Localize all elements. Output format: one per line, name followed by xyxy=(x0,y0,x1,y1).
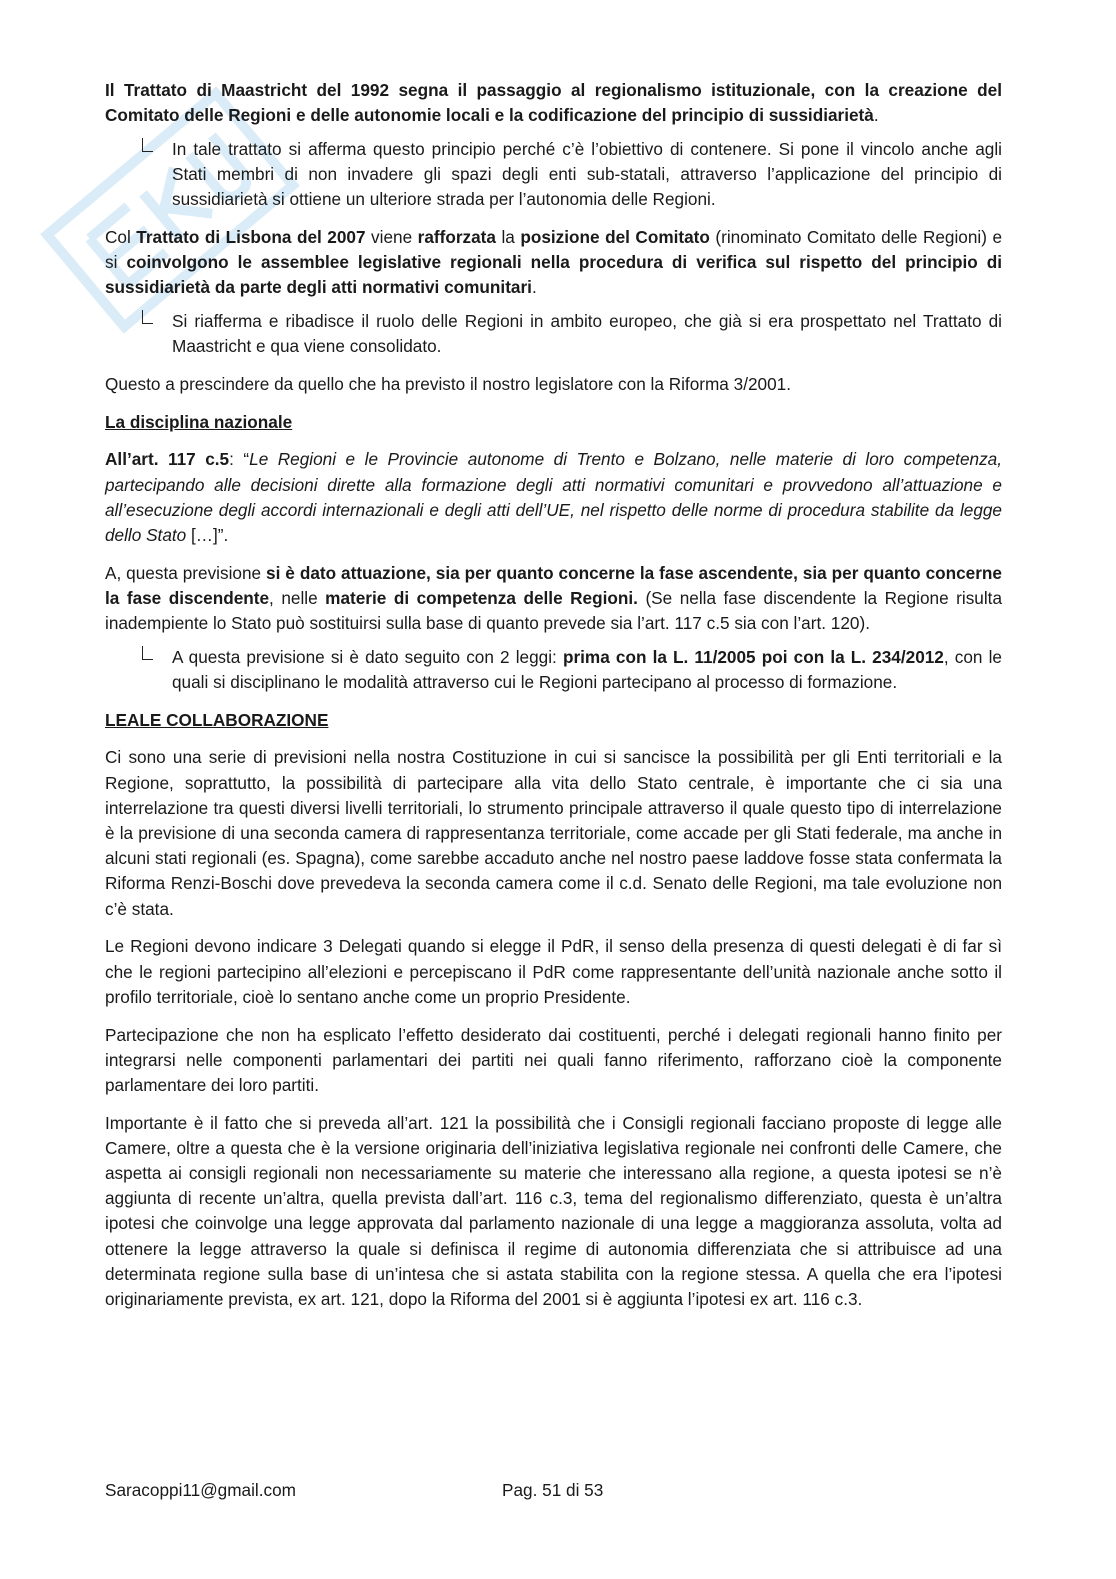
paragraph-previsioni: Ci sono una serie di previsioni nella nostra Costituzione in cui si sancisce la possibilità per gli Enti territoriali e la Regione, soprattutto, la possibilità di partecipare alla vita dello Stato centrale, è importante che ci sia una interrelazione tra questi diversi livelli territoriali, lo strumento principale attraverso il quale questo tipo di interrelazione è la previsione di una seconda camera di rappresentanza territoriale, come accade per gli Stati federale, ma anche in alcuni stati regionali (es. Spagna), come sarebbe accaduto anche nel nostro paese laddove fosse stata confermata la Riforma Renzi-Boschi dove prevedeva la seconda camera come il c.d. Senato delle Regioni, ma tale evoluzione non c’è stata. xyxy=(105,747,1002,919)
heading-leale-collaborazione: LEALE COLLABORAZIONE xyxy=(105,709,329,730)
bold-text: coinvolgono le assemblee legislative regionali nella procedura di verifica sul rispetto del principio di sussidiarietà da parte degli atti normativi comunitari xyxy=(105,252,1003,298)
text-span: . xyxy=(873,105,879,126)
heading-disciplina-nazionale: La disciplina nazionale xyxy=(105,411,293,432)
paragraph-delegati: Le Regioni devono indicare 3 Delegati quando si elegge il PdR, il senso della presenza di questi delegati è di far sì che le regioni partecipino all’elezioni e percepiscano il PdR come rappresentante dell’unità nazionale anche sotto il profilo territoriale, cioè lo sentano anche come un proprio Presidente. xyxy=(105,936,1002,1007)
paragraph-partecipazione: Partecipazione che non ha esplicato l’effetto desiderato dai costituenti, perché i delegati regionali hanno finito per integrarsi nelle componenti parlamentari dei partiti nei quali fanno riferimento, rafforzano cioè la componente parlamentare dei loro partiti. xyxy=(105,1024,1002,1095)
bold-text: rafforzata xyxy=(417,227,496,248)
bold-text: prima con la L. 11/2005 poi con la L. 234/2012 xyxy=(562,646,944,667)
bold-text: Trattato di Lisbona del 2007 xyxy=(136,227,366,248)
paragraph-art-121: Importante è il fatto che si preveda all’art. 121 la possibilità che i Consigli regionali facciano proposte di legge alle Camere, oltre a questa che è la versione originaria dell’iniziativa legislativa regionale nei confronti delle Camere, che aspetta ai consigli regionali non necessariamente su materie che interessano alla regione, a questa ipotesi se n’è aggiunta di recente un’altra, quella prevista dall’art. 116 c.3, tema del regionalismo differenziato, questa è un’altra ipotesi che coinvolge una legge approvata dal parlamento nazionale di una legge a maggioranza assoluta, volta ad ottenere la legge attraverso la quale si definisca il regime di autonomia differenziata che si attribuisce ad una determinata regione sulla base di un’intesa che si astata stabilita con la regione stessa. A quella che era l’ipotesi originariamente prevista, ex art. 121, dopo la Riforma del 2001 si è aggiunta l’ipotesi ex art. 116 c.3. xyxy=(105,1112,1002,1310)
bullet-leggi xyxy=(105,645,1002,695)
corner-bullet-icon xyxy=(142,310,153,324)
corner-bullet-icon xyxy=(142,646,153,660)
bold-text: posizione del Comitato xyxy=(520,227,710,248)
bullet-text: Si riafferma e ribadisce il ruolo delle Regioni in ambito europeo, che già si era prospettato nel Trattato di Maastricht e qua viene consolidato. xyxy=(172,311,1002,357)
footer-page-number: Pag. 51 di 53 xyxy=(502,1480,604,1500)
text-span: (Se nella fase discendente la Regione risulta inadempiente lo Stato può sostituirsi sulla base di quanto prevede sia l’art. 117 c.5 sia con l’art. 120). xyxy=(105,587,1003,634)
paragraph-maastricht xyxy=(105,78,1002,128)
text-span: , nelle xyxy=(269,587,326,608)
bullet-text: In tale trattato si afferma questo principio perché c’è l’obiettivo di contenere. Si pone il vincolo anche agli Stati membri di non invadere gli spazi degli enti sub-statali, attraverso l’applicazione del principio di sussidiarietà si ottiene un ulteriore strada per l’autonomia delle Regioni. xyxy=(172,138,1002,210)
bold-text: si è dato attuazione, sia per quanto concerne la fase ascendente, sia per quanto concerne la fase discendente xyxy=(105,562,1002,608)
paragraph-riforma: Questo a prescindere da quello che ha previsto il nostro legislatore con la Riforma 3/2001. xyxy=(105,374,791,395)
text-span: […]”. xyxy=(186,525,229,546)
text-span: A, questa previsione xyxy=(105,562,267,583)
text-span: (rinominato Comitato delle Regioni) e si xyxy=(105,227,1003,273)
paragraph-art-117 xyxy=(105,447,1002,548)
paragraph-attuazione xyxy=(105,561,1002,637)
bullet-maastricht xyxy=(105,137,1002,213)
footer-email: Saracoppi11@gmail.com xyxy=(105,1480,297,1500)
paragraph-lisbona xyxy=(105,225,1002,301)
text-span: la xyxy=(495,227,521,248)
italic-quote: Le Regioni e le Provincie autonome di Trento e Bolzano, nelle materie di loro competenza, partecipando alle decisioni dirette alla formazione degli atti normativi comunitari e provvedono all’attuazione e all’esecuzione degli accordi internazionali e degli atti dell’UE, nel rispetto delle norme di procedura stabilite da legge dello Stato xyxy=(105,449,1003,546)
text-span: viene xyxy=(365,227,418,248)
text-span: . xyxy=(531,277,537,298)
bullet-lisbona xyxy=(105,309,1002,359)
bold-text: All’art. 117 c.5 xyxy=(105,449,230,470)
text-span: A questa previsione si è dato seguito con 2 leggi: xyxy=(172,646,563,667)
text-span: , con le quali si disciplinano le modalità attraverso cui le Regioni partecipano al processo di formazione. xyxy=(172,646,1002,693)
bold-text: materie di competenza delle Regioni. xyxy=(325,587,638,608)
document-page xyxy=(105,78,1002,1325)
bold-text: Il Trattato di Maastricht del 1992 segna il passaggio al regionalismo istituzionale, con la creazione del Comitato delle Regioni e delle autonomie locali e la codificazione del principio di sussidiarietà xyxy=(105,80,1002,126)
text-span: : “ xyxy=(229,449,250,470)
text-span: Col xyxy=(105,227,137,248)
corner-bullet-icon xyxy=(142,138,153,152)
